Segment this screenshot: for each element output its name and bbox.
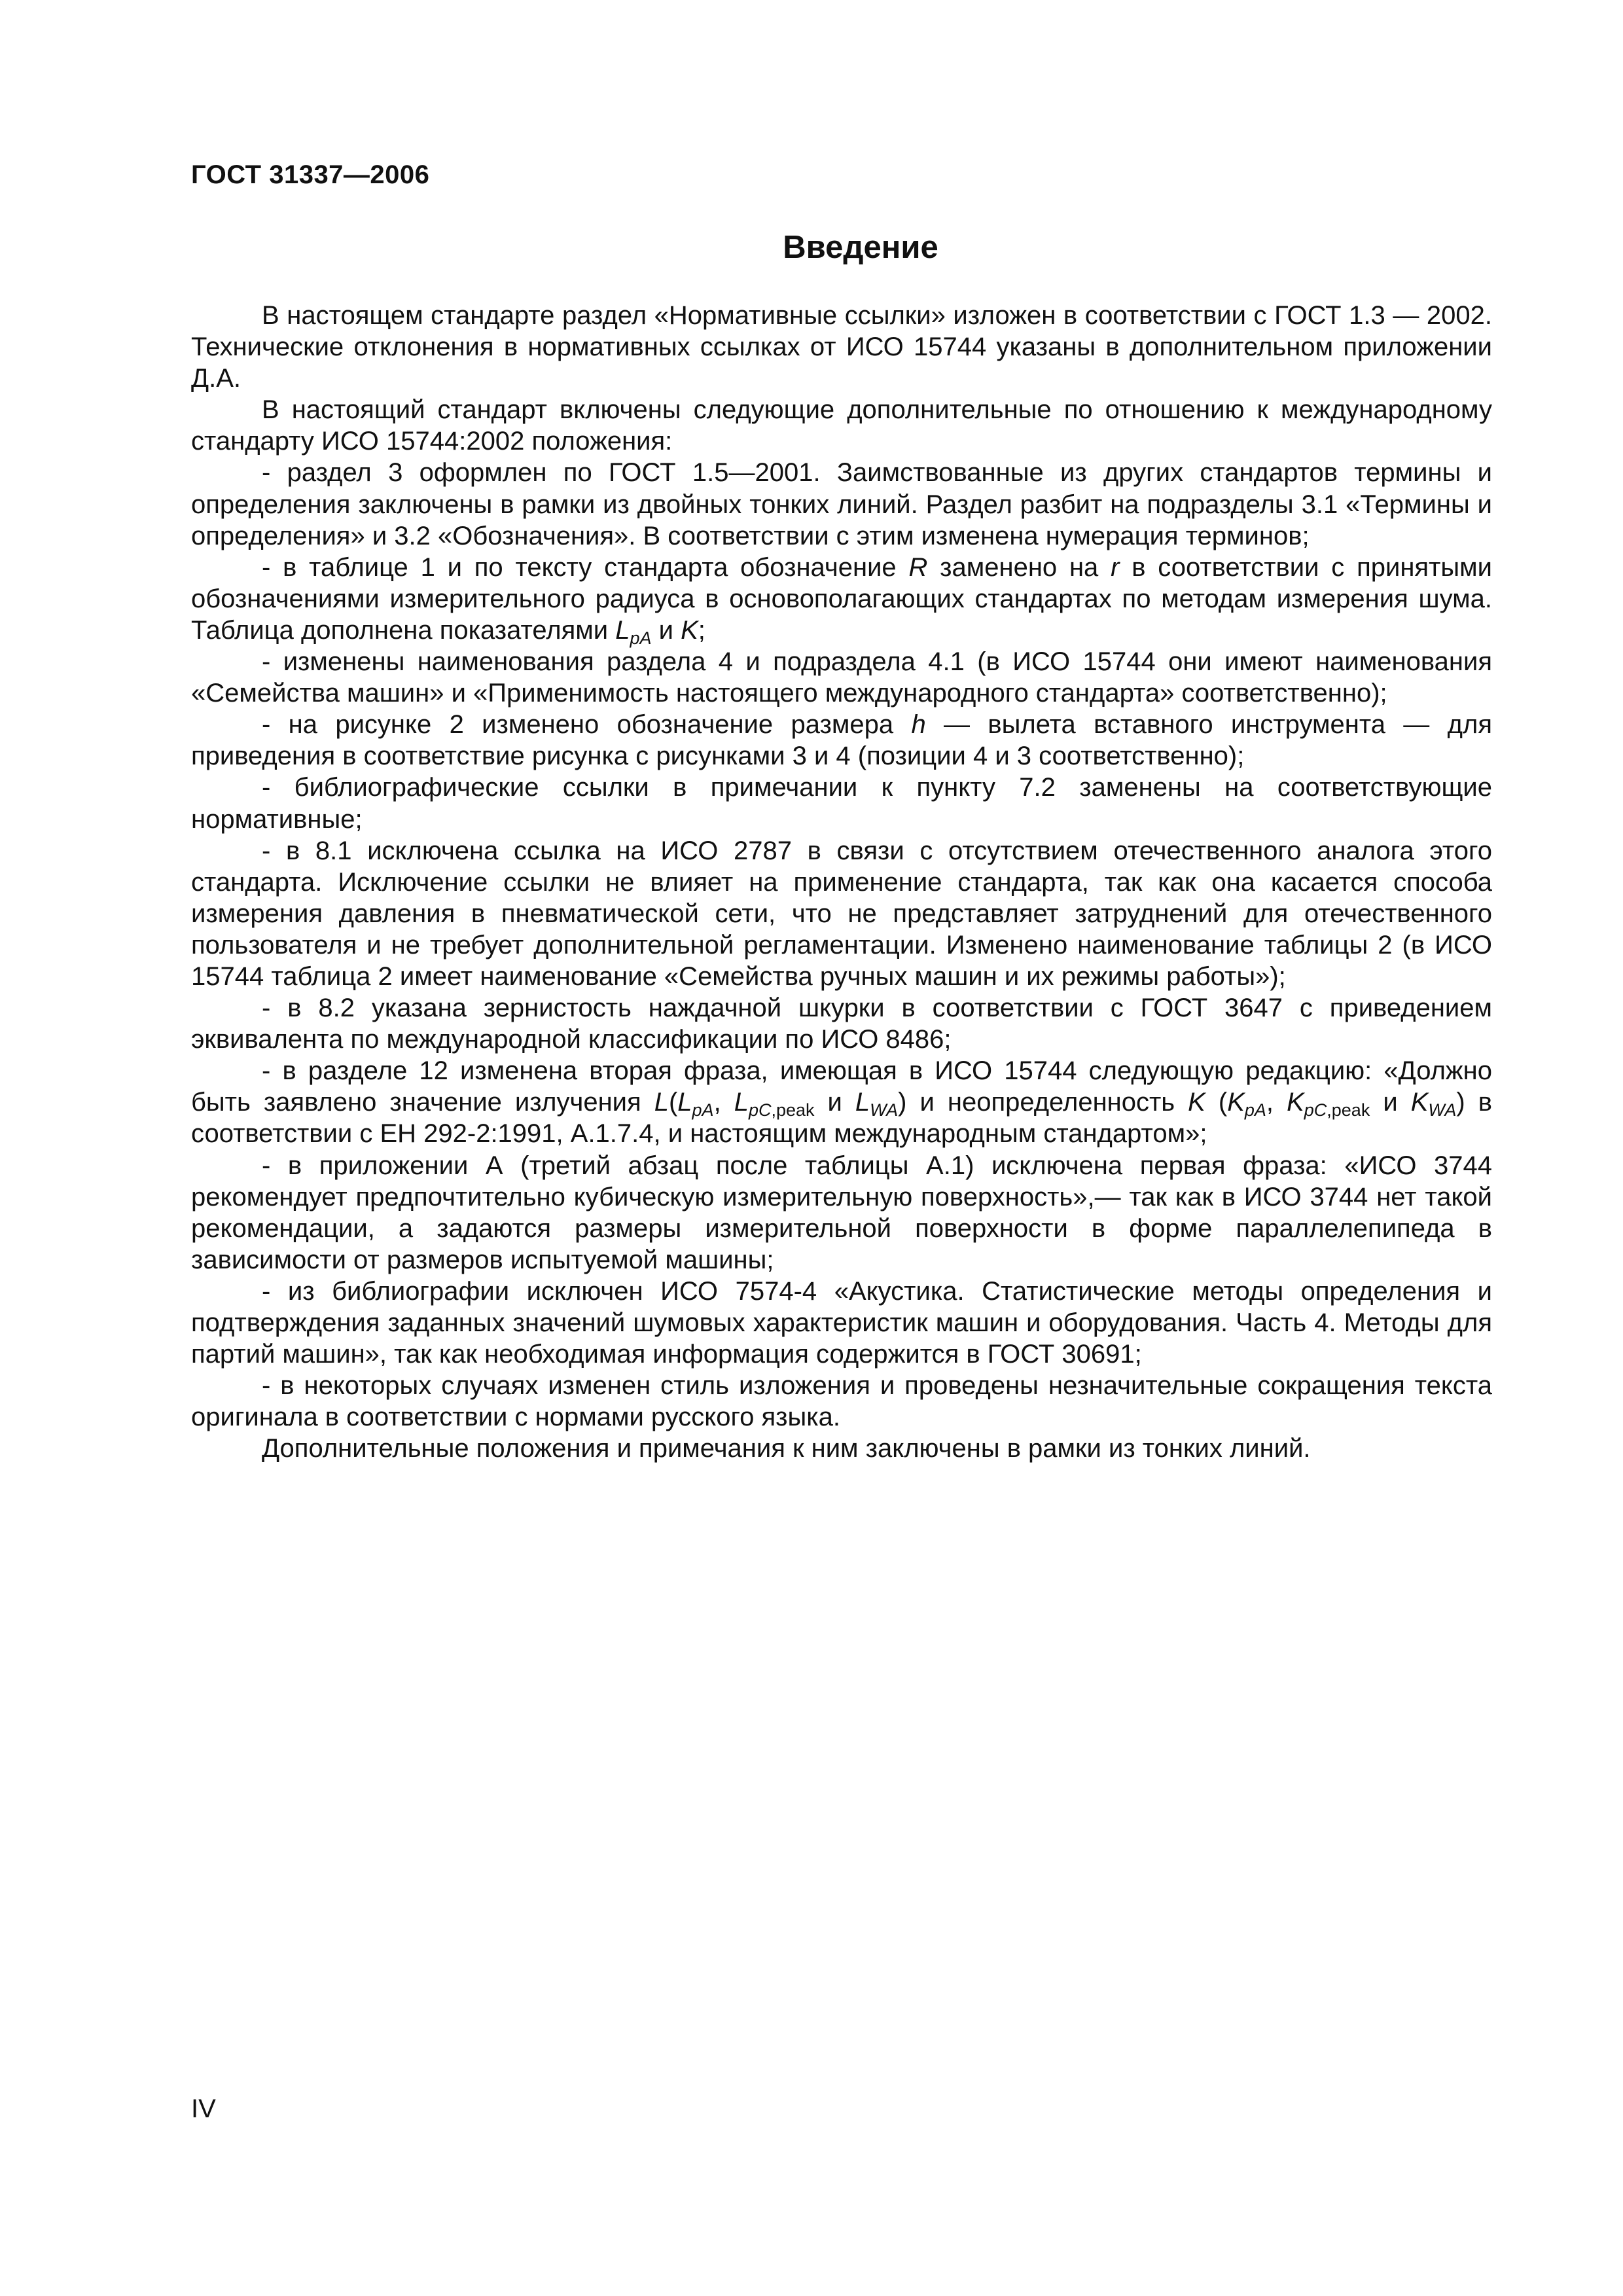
document-code-header: ГОСТ 31337—2006 bbox=[191, 160, 430, 189]
paragraph: - в таблице 1 и по тексту стандарта обозначение R заменено на r в соответствии с принятыми обозначениями измерительного радиуса в основополагающих стандартах по методам измерения шума. Таблица дополнена показателями $L_{pA}$ и K; bbox=[191, 552, 1492, 648]
paragraph: - на рисунке 2 изменено обозначение размера h — вылета вставного инструмента — для приведения в соответствие рисунка с рисунками 3 и 4 (позиции 4 и 3 соответственно); bbox=[191, 710, 1492, 771]
paragraph: - из библиографии исключен ИСО 7574-4 «Акустика. Статистические методы определения и подтверждения заданных значений шумовых характеристик машин и оборудования. Часть 4. Методы для партий машин», так как необходимая информация содержится в ГОСТ 30691; bbox=[191, 1276, 1492, 1369]
section-title: Введение bbox=[783, 230, 938, 265]
introduction-body bbox=[191, 300, 1492, 1464]
paragraph: - раздел 3 оформлен по ГОСТ 1.5—2001. Заимствованные из других стандартов термины и определения заключены в рамки из двойных тонких линий. Раздел разбит на подразделы 3.1 «Термины и определения» и 3.2 «Обозначения». В соответствии с этим изменена нумерация терминов; bbox=[191, 458, 1492, 550]
paragraph: - в разделе 12 изменена вторая фраза, имеющая в ИСО 15744 следующую редакцию: «Должно быть заявлено значение излучения $L(L_{pA}$, $L_{pC,peak}$ и $L_{WA}$) и неопределенность K ($K_{pA}$, $K_{pC,peak}$ и $K_{WA}$) в соответствии с ЕН 292-2:1991, А.1.7.4, и настоящим международным стандартом»; bbox=[191, 1056, 1492, 1149]
paragraph: Дополнительные положения и примечания к ним заключены в рамки из тонких линий. bbox=[262, 1434, 1311, 1463]
paragraph: В настоящий стандарт включены следующие дополнительные по отношению к международному стандарту ИСО 15744:2002 положения: bbox=[191, 395, 1492, 456]
paragraph: - в 8.1 исключена ссылка на ИСО 2787 в связи с отсутствием отечественного аналога этого стандарта. Исключение ссылки не влияет на применение стандарта, так как она касается способа измерения давления в пневматической сети, что не представляет затруднений для отечественного пользователя и не требует дополнительной регламентации. Изменено наименование таблицы 2 (в ИСО 15744 таблица 2 имеет наименование «Семейства ручных машин и их режимы работы»); bbox=[191, 836, 1492, 991]
paragraph: - изменены наименования раздела 4 и подраздела 4.1 (в ИСО 15744 они имеют наименования «Семейства машин» и «Применимость настоящего международного стандарта» соответственно); bbox=[191, 647, 1492, 708]
paragraph: - в 8.2 указана зернистость наждачной шкурки в соответствии с ГОСТ 3647 с приведением эквивалента по международной классификации по ИСО 8486; bbox=[191, 994, 1492, 1054]
paragraph: - в приложении А (третий абзац после таблицы А.1) исключена первая фраза: «ИСО 3744 рекомендует предпочтительно кубическую измерительную поверхность»,— так как в ИСО 3744 нет такой рекомендации, а задаются размеры измерительной поверхности в форме параллелепипеда в зависимости от размеров испытуемой машины; bbox=[191, 1151, 1492, 1274]
paragraph: - библиографические ссылки в примечании к пункту 7.2 заменены на соответствующие нормативные; bbox=[191, 773, 1492, 834]
paragraph: - в некоторых случаях изменен стиль изложения и проведены незначительные сокращения текста оригинала в соответствии с нормами русского языка. bbox=[191, 1371, 1492, 1432]
page-number: IV bbox=[191, 2094, 216, 2123]
paragraph: В настоящем стандарте раздел «Нормативные ссылки» изложен в соответствии с ГОСТ 1.3 — 2002. Технические отклонения в нормативных ссылках от ИСО 15744 указаны в дополнительном приложении Д.А. bbox=[191, 301, 1492, 393]
